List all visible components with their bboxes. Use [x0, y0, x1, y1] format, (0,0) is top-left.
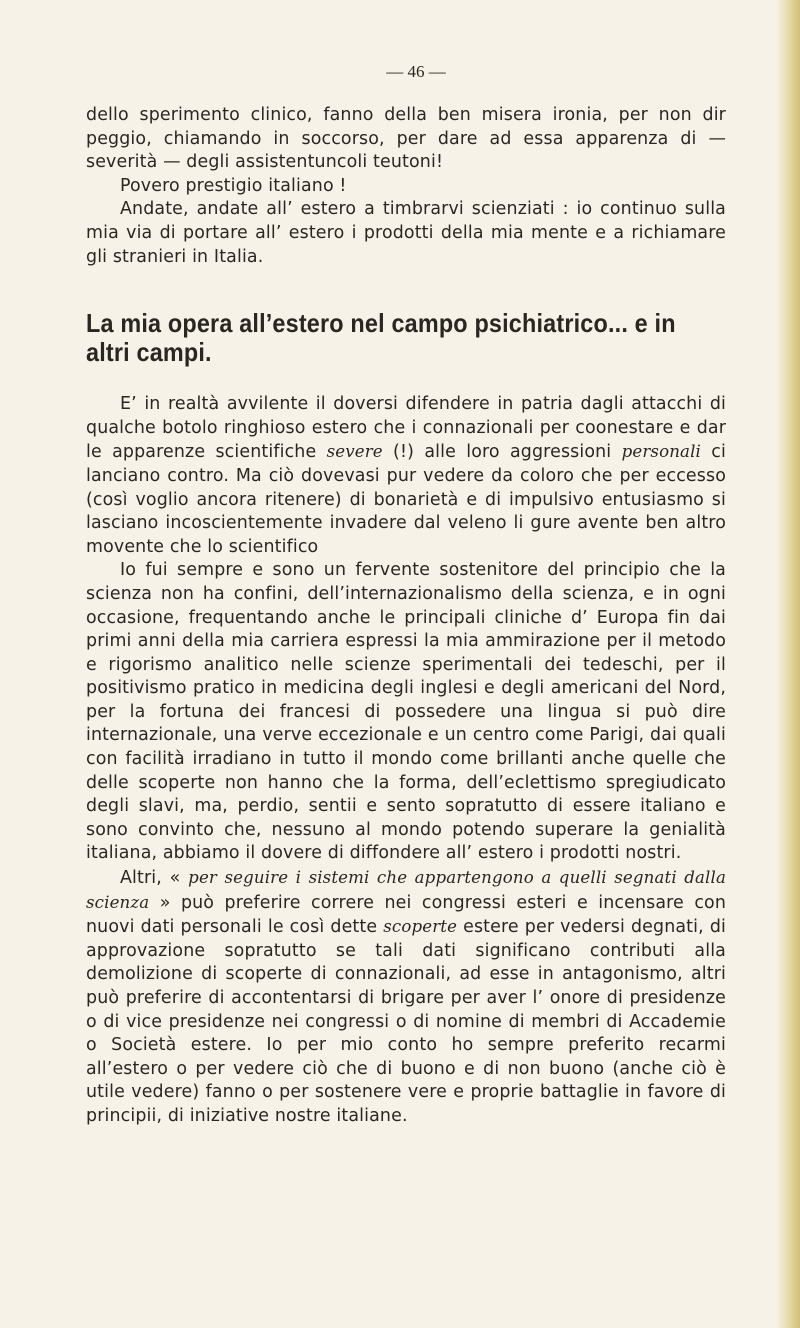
paragraph-4-emphasis-2: personali: [621, 442, 702, 462]
book-page: [86, 62, 726, 1129]
page-number: — 46 —: [386, 62, 446, 81]
paragraph-6-emphasis-1: per seguire i sistemi che appartengono a quelli segnati dalla scienza: [86, 868, 727, 912]
paragraph-6-text-a: Altri, «: [120, 868, 189, 889]
page-edge-shadow: [776, 0, 800, 1328]
paragraph-4-emphasis-1: severe: [326, 442, 383, 462]
paragraph-1: dello sperimento clinico, fanno della ben misera ironia, per non dir peggio, chiamando in soccorso, per dare ad essa apparenza di — severità — degli assistentuncoli teutoni!: [86, 105, 726, 173]
paragraph-4-text-c: ci lanciano contro. Ma ciò dovevasi pur vedere da coloro che per eccesso (così voglio ancora ritenere) di bonarietà e di impulsivo entusiasmo si lasciano incoscientemente invadere dal veleno li gure avente ben altro movente che lo scientifico: [86, 442, 726, 557]
paragraph-6-text-b: » può preferire correre nei congressi esteri e incensare con nuovi dati personali le così dette: [86, 892, 726, 938]
paragraph-5: Io fui sempre e sono un fervente sostenitore del principio che la scienza non ha confini, dell’internazionalismo della scienza, e in ogni occasione, frequentando anche le principali cliniche d’ Europa fin dai primi anni della mia carriera espressi la mia ammirazione per il metodo e rigorismo analitico nelle scienze sperimentali dei tedeschi, per il positivismo pratico in medicina degli inglesi e degli americani del Nord, per la fortuna dei francesi di possedere una lingua si può dire internazionale, una verve eccezionale e un centro come Parigi, dai quali con facilità irradiano in tutto il mondo come brillanti anche quelle che delle scoperte non hanno che la forma, dell’eclettismo spregiudicato degli slavi, ma, perdio, sentii e sento sopratutto di essere italiano e sono convinto che, nessuno al mondo potendo superare la genialità italiana, abbiamo il dovere di diffondere all’ estero i prodotti nostri.: [86, 560, 726, 864]
paragraph-4-text-a: E’ in realtà avvilente il doversi difendere in patria dagli attacchi di qualche botolo ringhioso estero che i connazionali per coonestare e dar le apparenze scientifiche: [86, 394, 726, 463]
paragraph-3: Andate, andate all’ estero a timbrarvi scienziati : io continuo sulla mia via di portare all’ estero i prodotti della mia mente e a richiamare gli stranieri in Italia.: [86, 199, 726, 267]
paragraph-6-text-c: estere per vedersi degnati, di approvazione sopratutto se tali dati significano contributi alla demolizione di scoperte di connazionali, ad esse in antagonismo, altri può preferire di accontentarsi di brigare per aver l’ onore di presidenze o di vice presidenze nei congressi o di nomine di membri di Accademie o Società estere. Io per mio conto ho sempre preferito recarmi all’estero o per vedere ciò che di buono e di non buono (anche ciò è utile vedere) fanno o per sostenere vere e proprie battaglie in favore di principii, di iniziative nostre italiane.: [86, 917, 726, 1126]
paragraph-4-text-b: (!) alle loro aggressioni: [382, 442, 622, 463]
paragraph-4: [86, 393, 726, 559]
paragraph-6-emphasis-2: scoperte: [383, 917, 458, 937]
paragraph-2: Povero prestigio italiano !: [120, 175, 347, 196]
section-heading: La mia opera all’estero nel campo psichiatrico... e in altri campi.: [86, 308, 676, 368]
paragraph-6: [86, 866, 726, 1129]
